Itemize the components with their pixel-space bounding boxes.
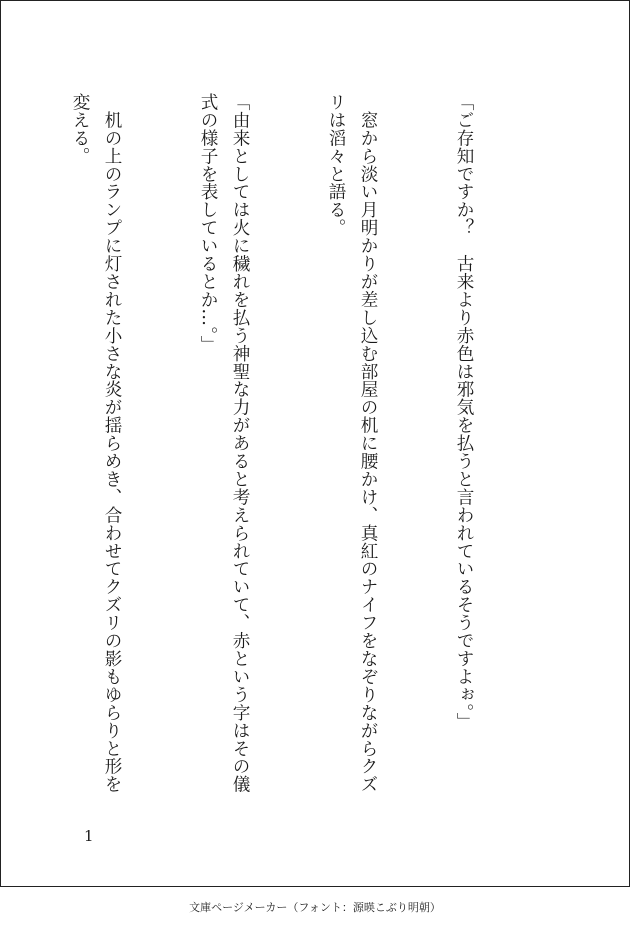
paragraph-3: 「由来としては火に穢れを払う神聖な力があると考えられていて、赤という字はその儀式の様子を表しているとか…。」 bbox=[198, 93, 250, 794]
paragraph-1: 「ご存知ですか？ 古来より赤色は邪気を払うと言われているそうですよぉ。」 bbox=[454, 93, 474, 731]
vertical-text-body bbox=[70, 93, 544, 798]
paragraph-2: 窓から淡い月明かりが差し込む部屋の机に腰かけ、真紅のナイフをなぞりながらクズリは滔々と語る。 bbox=[326, 93, 378, 794]
paragraph-4: 机の上のランプに灯された小さな炎が揺らめき、合わせてクズリの影もゆらりと形を変える。 bbox=[70, 93, 122, 794]
footer-caption: 文庫ページメーカー（フォント：源暎こぶり明朝） bbox=[189, 901, 441, 914]
page-number: 1 bbox=[84, 827, 94, 845]
